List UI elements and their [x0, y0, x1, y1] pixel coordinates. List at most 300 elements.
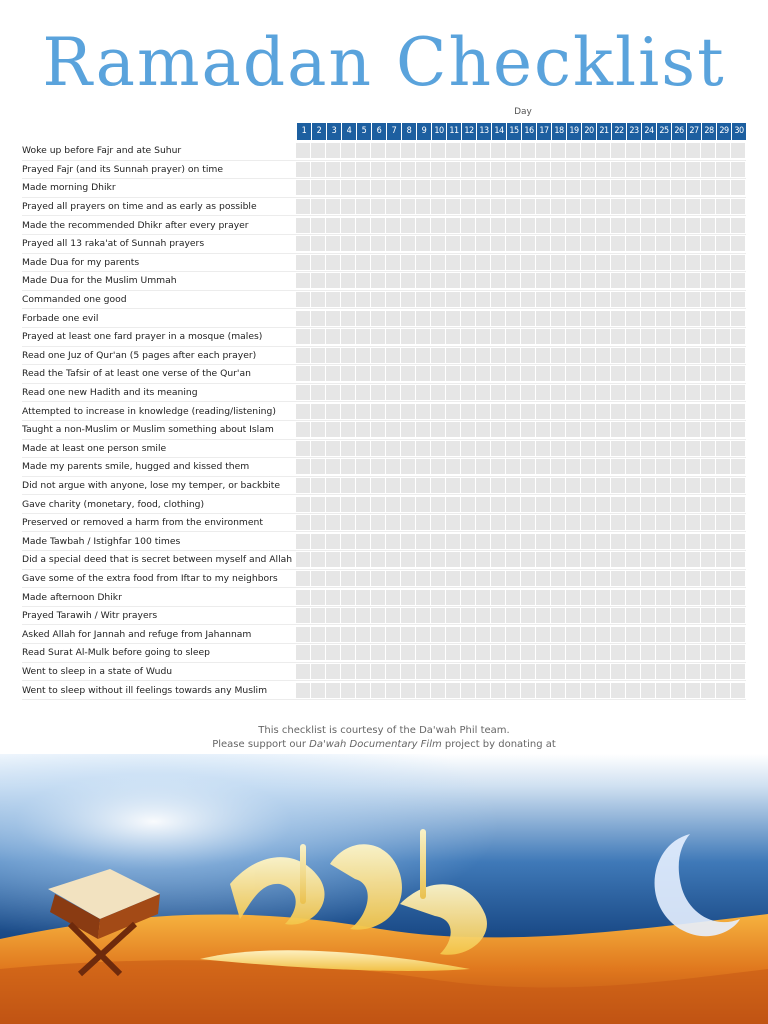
checkbox-cell[interactable]: [536, 497, 550, 512]
checkbox-cell[interactable]: [671, 143, 685, 158]
checkbox-cell[interactable]: [506, 441, 520, 456]
checkbox-cell[interactable]: [311, 329, 325, 344]
checkbox-cell[interactable]: [311, 385, 325, 400]
checkbox-cell[interactable]: [521, 199, 535, 214]
checkbox-cell[interactable]: [311, 683, 325, 698]
checkbox-cell[interactable]: [296, 329, 310, 344]
checkbox-cell[interactable]: [581, 627, 595, 642]
checkbox-cell[interactable]: [461, 664, 475, 679]
checkbox-cell[interactable]: [701, 236, 715, 251]
checkbox-cell[interactable]: [356, 441, 370, 456]
checkbox-cell[interactable]: [371, 441, 385, 456]
checkbox-cell[interactable]: [371, 478, 385, 493]
checkbox-cell[interactable]: [431, 534, 445, 549]
checkbox-cell[interactable]: [431, 292, 445, 307]
checkbox-cell[interactable]: [296, 255, 310, 270]
checkbox-cell[interactable]: [611, 162, 625, 177]
checkbox-cell[interactable]: [491, 366, 505, 381]
checkbox-cell[interactable]: [296, 497, 310, 512]
checkbox-cell[interactable]: [551, 255, 565, 270]
checkbox-cell[interactable]: [731, 218, 745, 233]
checkbox-cell[interactable]: [446, 404, 460, 419]
checkbox-cell[interactable]: [701, 143, 715, 158]
checkbox-cell[interactable]: [671, 664, 685, 679]
checkbox-cell[interactable]: [386, 645, 400, 660]
checkbox-cell[interactable]: [326, 478, 340, 493]
checkbox-cell[interactable]: [416, 422, 430, 437]
checkbox-cell[interactable]: [551, 497, 565, 512]
checkbox-cell[interactable]: [386, 273, 400, 288]
checkbox-cell[interactable]: [356, 348, 370, 363]
checkbox-cell[interactable]: [461, 218, 475, 233]
checkbox-cell[interactable]: [701, 590, 715, 605]
checkbox-cell[interactable]: [656, 683, 670, 698]
checkbox-cell[interactable]: [341, 441, 355, 456]
checkbox-cell[interactable]: [356, 534, 370, 549]
checkbox-cell[interactable]: [461, 552, 475, 567]
checkbox-cell[interactable]: [326, 571, 340, 586]
checkbox-cell[interactable]: [566, 497, 580, 512]
checkbox-cell[interactable]: [551, 348, 565, 363]
checkbox-cell[interactable]: [536, 143, 550, 158]
checkbox-cell[interactable]: [491, 311, 505, 326]
checkbox-cell[interactable]: [656, 422, 670, 437]
checkbox-cell[interactable]: [401, 162, 415, 177]
checkbox-cell[interactable]: [341, 199, 355, 214]
checkbox-cell[interactable]: [626, 683, 640, 698]
checkbox-cell[interactable]: [551, 143, 565, 158]
checkbox-cell[interactable]: [371, 590, 385, 605]
checkbox-cell[interactable]: [731, 311, 745, 326]
checkbox-cell[interactable]: [701, 292, 715, 307]
checkbox-cell[interactable]: [311, 218, 325, 233]
checkbox-cell[interactable]: [671, 627, 685, 642]
checkbox-cell[interactable]: [461, 478, 475, 493]
checkbox-cell[interactable]: [686, 143, 700, 158]
checkbox-cell[interactable]: [641, 236, 655, 251]
checkbox-cell[interactable]: [536, 236, 550, 251]
checkbox-cell[interactable]: [416, 199, 430, 214]
checkbox-cell[interactable]: [536, 459, 550, 474]
checkbox-cell[interactable]: [341, 552, 355, 567]
checkbox-cell[interactable]: [581, 385, 595, 400]
checkbox-cell[interactable]: [476, 329, 490, 344]
checkbox-cell[interactable]: [311, 459, 325, 474]
checkbox-cell[interactable]: [716, 180, 730, 195]
checkbox-cell[interactable]: [671, 608, 685, 623]
checkbox-cell[interactable]: [581, 143, 595, 158]
checkbox-cell[interactable]: [446, 459, 460, 474]
checkbox-cell[interactable]: [311, 348, 325, 363]
checkbox-cell[interactable]: [551, 627, 565, 642]
checkbox-cell[interactable]: [521, 497, 535, 512]
checkbox-cell[interactable]: [461, 645, 475, 660]
checkbox-cell[interactable]: [461, 180, 475, 195]
checkbox-cell[interactable]: [431, 441, 445, 456]
checkbox-cell[interactable]: [356, 497, 370, 512]
checkbox-cell[interactable]: [446, 608, 460, 623]
checkbox-cell[interactable]: [551, 218, 565, 233]
checkbox-cell[interactable]: [431, 608, 445, 623]
checkbox-cell[interactable]: [686, 497, 700, 512]
checkbox-cell[interactable]: [371, 571, 385, 586]
checkbox-cell[interactable]: [401, 199, 415, 214]
checkbox-cell[interactable]: [491, 497, 505, 512]
checkbox-cell[interactable]: [296, 218, 310, 233]
checkbox-cell[interactable]: [671, 273, 685, 288]
checkbox-cell[interactable]: [641, 162, 655, 177]
checkbox-cell[interactable]: [641, 218, 655, 233]
checkbox-cell[interactable]: [626, 590, 640, 605]
checkbox-cell[interactable]: [326, 590, 340, 605]
checkbox-cell[interactable]: [506, 199, 520, 214]
checkbox-cell[interactable]: [371, 348, 385, 363]
checkbox-cell[interactable]: [716, 366, 730, 381]
checkbox-cell[interactable]: [311, 273, 325, 288]
checkbox-cell[interactable]: [461, 683, 475, 698]
checkbox-cell[interactable]: [581, 218, 595, 233]
checkbox-cell[interactable]: [401, 627, 415, 642]
checkbox-cell[interactable]: [386, 571, 400, 586]
checkbox-cell[interactable]: [731, 683, 745, 698]
checkbox-cell[interactable]: [341, 590, 355, 605]
checkbox-cell[interactable]: [566, 218, 580, 233]
checkbox-cell[interactable]: [326, 162, 340, 177]
checkbox-cell[interactable]: [461, 534, 475, 549]
checkbox-cell[interactable]: [581, 329, 595, 344]
checkbox-cell[interactable]: [311, 608, 325, 623]
checkbox-cell[interactable]: [626, 478, 640, 493]
checkbox-cell[interactable]: [521, 441, 535, 456]
checkbox-cell[interactable]: [566, 404, 580, 419]
checkbox-cell[interactable]: [521, 218, 535, 233]
checkbox-cell[interactable]: [701, 329, 715, 344]
checkbox-cell[interactable]: [536, 478, 550, 493]
checkbox-cell[interactable]: [536, 348, 550, 363]
checkbox-cell[interactable]: [536, 218, 550, 233]
checkbox-cell[interactable]: [611, 441, 625, 456]
checkbox-cell[interactable]: [626, 180, 640, 195]
checkbox-cell[interactable]: [326, 236, 340, 251]
checkbox-cell[interactable]: [596, 236, 610, 251]
checkbox-cell[interactable]: [446, 422, 460, 437]
checkbox-cell[interactable]: [626, 385, 640, 400]
checkbox-cell[interactable]: [521, 143, 535, 158]
checkbox-cell[interactable]: [731, 627, 745, 642]
checkbox-cell[interactable]: [326, 199, 340, 214]
checkbox-cell[interactable]: [581, 459, 595, 474]
checkbox-cell[interactable]: [626, 627, 640, 642]
checkbox-cell[interactable]: [626, 552, 640, 567]
checkbox-cell[interactable]: [551, 478, 565, 493]
checkbox-cell[interactable]: [401, 143, 415, 158]
checkbox-cell[interactable]: [416, 441, 430, 456]
checkbox-cell[interactable]: [476, 348, 490, 363]
checkbox-cell[interactable]: [551, 571, 565, 586]
checkbox-cell[interactable]: [371, 515, 385, 530]
checkbox-cell[interactable]: [686, 236, 700, 251]
checkbox-cell[interactable]: [326, 683, 340, 698]
checkbox-cell[interactable]: [386, 385, 400, 400]
checkbox-cell[interactable]: [491, 459, 505, 474]
checkbox-cell[interactable]: [401, 590, 415, 605]
checkbox-cell[interactable]: [716, 218, 730, 233]
checkbox-cell[interactable]: [581, 348, 595, 363]
checkbox-cell[interactable]: [341, 292, 355, 307]
checkbox-cell[interactable]: [401, 255, 415, 270]
checkbox-cell[interactable]: [551, 608, 565, 623]
checkbox-cell[interactable]: [536, 162, 550, 177]
checkbox-cell[interactable]: [656, 143, 670, 158]
checkbox-cell[interactable]: [356, 311, 370, 326]
checkbox-cell[interactable]: [416, 404, 430, 419]
checkbox-cell[interactable]: [416, 627, 430, 642]
checkbox-cell[interactable]: [371, 627, 385, 642]
checkbox-cell[interactable]: [581, 311, 595, 326]
checkbox-cell[interactable]: [626, 459, 640, 474]
checkbox-cell[interactable]: [581, 255, 595, 270]
checkbox-cell[interactable]: [506, 236, 520, 251]
checkbox-cell[interactable]: [686, 627, 700, 642]
checkbox-cell[interactable]: [716, 329, 730, 344]
checkbox-cell[interactable]: [476, 571, 490, 586]
checkbox-cell[interactable]: [596, 459, 610, 474]
checkbox-cell[interactable]: [686, 199, 700, 214]
checkbox-cell[interactable]: [326, 534, 340, 549]
checkbox-cell[interactable]: [446, 385, 460, 400]
checkbox-cell[interactable]: [296, 422, 310, 437]
checkbox-cell[interactable]: [701, 385, 715, 400]
checkbox-cell[interactable]: [371, 534, 385, 549]
checkbox-cell[interactable]: [716, 162, 730, 177]
checkbox-cell[interactable]: [476, 273, 490, 288]
checkbox-cell[interactable]: [611, 683, 625, 698]
checkbox-cell[interactable]: [506, 645, 520, 660]
checkbox-cell[interactable]: [551, 590, 565, 605]
checkbox-cell[interactable]: [506, 590, 520, 605]
checkbox-cell[interactable]: [686, 441, 700, 456]
checkbox-cell[interactable]: [596, 311, 610, 326]
checkbox-cell[interactable]: [416, 645, 430, 660]
checkbox-cell[interactable]: [476, 218, 490, 233]
checkbox-cell[interactable]: [641, 385, 655, 400]
checkbox-cell[interactable]: [581, 404, 595, 419]
checkbox-cell[interactable]: [461, 162, 475, 177]
checkbox-cell[interactable]: [431, 478, 445, 493]
checkbox-cell[interactable]: [386, 162, 400, 177]
checkbox-cell[interactable]: [611, 590, 625, 605]
checkbox-cell[interactable]: [446, 236, 460, 251]
checkbox-cell[interactable]: [296, 348, 310, 363]
checkbox-cell[interactable]: [626, 329, 640, 344]
checkbox-cell[interactable]: [551, 534, 565, 549]
checkbox-cell[interactable]: [686, 366, 700, 381]
checkbox-cell[interactable]: [521, 236, 535, 251]
checkbox-cell[interactable]: [491, 590, 505, 605]
checkbox-cell[interactable]: [671, 571, 685, 586]
checkbox-cell[interactable]: [596, 645, 610, 660]
checkbox-cell[interactable]: [656, 627, 670, 642]
checkbox-cell[interactable]: [581, 552, 595, 567]
checkbox-cell[interactable]: [671, 683, 685, 698]
checkbox-cell[interactable]: [581, 236, 595, 251]
checkbox-cell[interactable]: [401, 292, 415, 307]
checkbox-cell[interactable]: [491, 683, 505, 698]
checkbox-cell[interactable]: [701, 366, 715, 381]
checkbox-cell[interactable]: [701, 422, 715, 437]
checkbox-cell[interactable]: [311, 645, 325, 660]
checkbox-cell[interactable]: [626, 497, 640, 512]
checkbox-cell[interactable]: [701, 162, 715, 177]
checkbox-cell[interactable]: [536, 366, 550, 381]
checkbox-cell[interactable]: [296, 627, 310, 642]
checkbox-cell[interactable]: [656, 329, 670, 344]
checkbox-cell[interactable]: [311, 627, 325, 642]
checkbox-cell[interactable]: [416, 478, 430, 493]
checkbox-cell[interactable]: [626, 664, 640, 679]
checkbox-cell[interactable]: [491, 404, 505, 419]
checkbox-cell[interactable]: [686, 348, 700, 363]
checkbox-cell[interactable]: [326, 292, 340, 307]
checkbox-cell[interactable]: [311, 255, 325, 270]
checkbox-cell[interactable]: [491, 627, 505, 642]
checkbox-cell[interactable]: [431, 552, 445, 567]
checkbox-cell[interactable]: [476, 366, 490, 381]
checkbox-cell[interactable]: [581, 441, 595, 456]
checkbox-cell[interactable]: [731, 534, 745, 549]
checkbox-cell[interactable]: [476, 311, 490, 326]
checkbox-cell[interactable]: [401, 236, 415, 251]
checkbox-cell[interactable]: [431, 385, 445, 400]
checkbox-cell[interactable]: [491, 348, 505, 363]
checkbox-cell[interactable]: [506, 329, 520, 344]
checkbox-cell[interactable]: [701, 348, 715, 363]
checkbox-cell[interactable]: [701, 608, 715, 623]
checkbox-cell[interactable]: [596, 515, 610, 530]
checkbox-cell[interactable]: [371, 255, 385, 270]
checkbox-cell[interactable]: [416, 497, 430, 512]
checkbox-cell[interactable]: [296, 143, 310, 158]
checkbox-cell[interactable]: [506, 571, 520, 586]
checkbox-cell[interactable]: [731, 292, 745, 307]
checkbox-cell[interactable]: [686, 459, 700, 474]
checkbox-cell[interactable]: [611, 348, 625, 363]
checkbox-cell[interactable]: [641, 422, 655, 437]
checkbox-cell[interactable]: [416, 552, 430, 567]
checkbox-cell[interactable]: [596, 497, 610, 512]
checkbox-cell[interactable]: [401, 664, 415, 679]
checkbox-cell[interactable]: [476, 664, 490, 679]
checkbox-cell[interactable]: [716, 552, 730, 567]
checkbox-cell[interactable]: [431, 571, 445, 586]
checkbox-cell[interactable]: [461, 422, 475, 437]
checkbox-cell[interactable]: [626, 311, 640, 326]
checkbox-cell[interactable]: [341, 534, 355, 549]
checkbox-cell[interactable]: [731, 608, 745, 623]
checkbox-cell[interactable]: [386, 478, 400, 493]
checkbox-cell[interactable]: [416, 236, 430, 251]
checkbox-cell[interactable]: [656, 311, 670, 326]
checkbox-cell[interactable]: [431, 218, 445, 233]
checkbox-cell[interactable]: [656, 645, 670, 660]
checkbox-cell[interactable]: [566, 162, 580, 177]
checkbox-cell[interactable]: [326, 441, 340, 456]
checkbox-cell[interactable]: [386, 348, 400, 363]
checkbox-cell[interactable]: [686, 329, 700, 344]
checkbox-cell[interactable]: [671, 366, 685, 381]
checkbox-cell[interactable]: [641, 255, 655, 270]
checkbox-cell[interactable]: [596, 422, 610, 437]
checkbox-cell[interactable]: [536, 311, 550, 326]
checkbox-cell[interactable]: [506, 515, 520, 530]
checkbox-cell[interactable]: [596, 571, 610, 586]
checkbox-cell[interactable]: [371, 311, 385, 326]
checkbox-cell[interactable]: [641, 664, 655, 679]
checkbox-cell[interactable]: [446, 534, 460, 549]
checkbox-cell[interactable]: [731, 162, 745, 177]
checkbox-cell[interactable]: [626, 571, 640, 586]
checkbox-cell[interactable]: [611, 571, 625, 586]
checkbox-cell[interactable]: [551, 292, 565, 307]
checkbox-cell[interactable]: [671, 162, 685, 177]
checkbox-cell[interactable]: [701, 273, 715, 288]
checkbox-cell[interactable]: [566, 422, 580, 437]
checkbox-cell[interactable]: [326, 664, 340, 679]
checkbox-cell[interactable]: [416, 218, 430, 233]
checkbox-cell[interactable]: [671, 497, 685, 512]
checkbox-cell[interactable]: [356, 404, 370, 419]
checkbox-cell[interactable]: [491, 441, 505, 456]
checkbox-cell[interactable]: [566, 552, 580, 567]
checkbox-cell[interactable]: [596, 329, 610, 344]
checkbox-cell[interactable]: [641, 478, 655, 493]
checkbox-cell[interactable]: [326, 143, 340, 158]
checkbox-cell[interactable]: [521, 478, 535, 493]
checkbox-cell[interactable]: [311, 497, 325, 512]
checkbox-cell[interactable]: [296, 366, 310, 381]
checkbox-cell[interactable]: [641, 273, 655, 288]
checkbox-cell[interactable]: [596, 683, 610, 698]
checkbox-cell[interactable]: [596, 534, 610, 549]
checkbox-cell[interactable]: [596, 627, 610, 642]
checkbox-cell[interactable]: [581, 497, 595, 512]
checkbox-cell[interactable]: [731, 180, 745, 195]
checkbox-cell[interactable]: [716, 292, 730, 307]
checkbox-cell[interactable]: [626, 366, 640, 381]
checkbox-cell[interactable]: [731, 515, 745, 530]
checkbox-cell[interactable]: [731, 366, 745, 381]
checkbox-cell[interactable]: [536, 329, 550, 344]
checkbox-cell[interactable]: [671, 590, 685, 605]
checkbox-cell[interactable]: [311, 404, 325, 419]
checkbox-cell[interactable]: [341, 627, 355, 642]
checkbox-cell[interactable]: [521, 627, 535, 642]
checkbox-cell[interactable]: [401, 497, 415, 512]
checkbox-cell[interactable]: [416, 329, 430, 344]
checkbox-cell[interactable]: [716, 459, 730, 474]
checkbox-cell[interactable]: [521, 534, 535, 549]
checkbox-cell[interactable]: [446, 311, 460, 326]
checkbox-cell[interactable]: [536, 664, 550, 679]
checkbox-cell[interactable]: [296, 645, 310, 660]
checkbox-cell[interactable]: [506, 627, 520, 642]
checkbox-cell[interactable]: [431, 497, 445, 512]
checkbox-cell[interactable]: [401, 515, 415, 530]
checkbox-cell[interactable]: [551, 645, 565, 660]
checkbox-cell[interactable]: [326, 645, 340, 660]
checkbox-cell[interactable]: [716, 143, 730, 158]
checkbox-cell[interactable]: [326, 255, 340, 270]
